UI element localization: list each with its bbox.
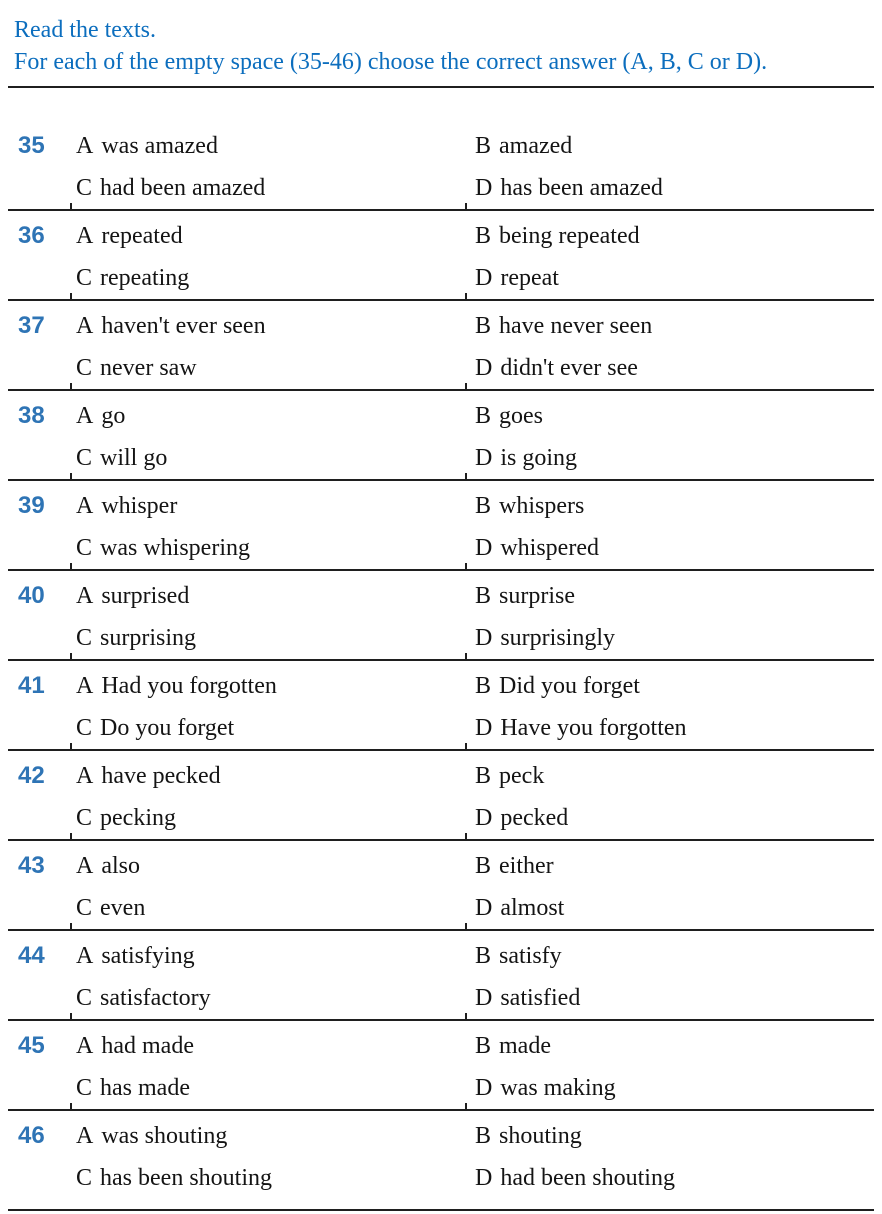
option-a [70, 671, 465, 701]
option-text: has been amazed [500, 175, 663, 201]
option-text: whispers [499, 493, 585, 519]
question-row-35 [8, 121, 874, 211]
question-row-43 [8, 841, 874, 931]
option-text: satisfying [101, 943, 195, 969]
option-letter-a: A [76, 943, 94, 969]
option-a [70, 491, 465, 521]
option-d [465, 1163, 874, 1193]
option-text: surprising [100, 625, 197, 651]
option-letter-a: A [76, 493, 94, 519]
option-d [465, 173, 874, 203]
option-c [70, 713, 465, 743]
option-letter-d: D [475, 265, 493, 291]
question-row-44 [8, 931, 874, 1021]
option-text: satisfied [500, 985, 581, 1011]
instruction-line-2: For each of the empty space (35-46) choose the correct answer (A, B, C or D). [14, 49, 768, 75]
option-letter-b: B [475, 403, 492, 429]
option-b [465, 311, 874, 341]
option-letter-a: A [76, 1123, 94, 1149]
option-letter-d: D [475, 805, 493, 831]
option-text: shouting [499, 1123, 582, 1149]
option-b [465, 941, 874, 971]
option-a [70, 941, 465, 971]
option-letter-b: B [475, 133, 492, 159]
option-letter-c: C [76, 1075, 93, 1101]
option-text: didn't ever see [500, 355, 638, 381]
option-d [465, 713, 874, 743]
question-number: 45 [18, 1032, 45, 1059]
header-divider [8, 86, 874, 88]
question-number: 39 [18, 492, 45, 519]
option-letter-d: D [475, 535, 493, 561]
question-row-37 [8, 301, 874, 391]
option-letter-c: C [76, 175, 93, 201]
option-c [70, 533, 465, 563]
option-c [70, 1073, 465, 1103]
option-c [70, 443, 465, 473]
question-row-42 [8, 751, 874, 841]
option-text: made [499, 1033, 551, 1059]
option-letter-d: D [475, 1075, 493, 1101]
option-a [70, 401, 465, 431]
option-letter-d: D [475, 985, 493, 1011]
question-number: 41 [18, 672, 45, 699]
option-letter-d: D [475, 715, 493, 741]
option-text: surprise [499, 583, 575, 609]
option-text: either [499, 853, 554, 879]
option-a [70, 851, 465, 881]
option-text: being repeated [499, 223, 640, 249]
option-text: was shouting [101, 1123, 228, 1149]
option-b [465, 1121, 874, 1151]
option-d [465, 803, 874, 833]
option-text: Did you forget [499, 673, 640, 699]
option-text: have never seen [499, 313, 653, 339]
question-row-40 [8, 571, 874, 661]
option-text: had been amazed [100, 175, 266, 201]
option-text: has made [100, 1075, 190, 1101]
option-d [465, 353, 874, 383]
option-letter-b: B [475, 943, 492, 969]
option-b [465, 1031, 874, 1061]
option-a [70, 1031, 465, 1061]
option-text: surprisingly [500, 625, 616, 651]
option-letter-c: C [76, 265, 93, 291]
option-text: satisfy [499, 943, 562, 969]
option-letter-c: C [76, 355, 93, 381]
option-letter-b: B [475, 223, 492, 249]
option-text: had made [101, 1033, 194, 1059]
option-letter-a: A [76, 853, 94, 879]
question-number: 46 [18, 1122, 45, 1149]
option-letter-a: A [76, 403, 94, 429]
option-d [465, 533, 874, 563]
option-c [70, 173, 465, 203]
option-text: satisfactory [100, 985, 211, 1011]
option-text: pecking [100, 805, 176, 831]
option-b [465, 851, 874, 881]
option-letter-c: C [76, 715, 93, 741]
option-letter-c: C [76, 985, 93, 1011]
option-letter-d: D [475, 445, 493, 471]
option-letter-b: B [475, 1033, 492, 1059]
option-text: surprised [101, 583, 190, 609]
option-b [465, 131, 874, 161]
option-text: is going [500, 445, 578, 471]
option-d [465, 263, 874, 293]
option-a [70, 221, 465, 251]
instruction-line-1: Read the texts. [14, 17, 156, 43]
option-text: have pecked [101, 763, 221, 789]
option-letter-d: D [475, 1165, 493, 1191]
option-a [70, 581, 465, 611]
question-row-38 [8, 391, 874, 481]
option-text: even [100, 895, 146, 921]
option-letter-c: C [76, 895, 93, 921]
option-text: Do you forget [100, 715, 235, 741]
option-d [465, 443, 874, 473]
option-letter-a: A [76, 223, 94, 249]
option-c [70, 1163, 465, 1193]
option-text: whisper [101, 493, 178, 519]
option-text: amazed [499, 133, 573, 159]
option-b [465, 401, 874, 431]
option-a [70, 1121, 465, 1151]
option-a [70, 761, 465, 791]
option-letter-b: B [475, 673, 492, 699]
option-text: also [101, 853, 141, 879]
option-letter-a: A [76, 313, 94, 339]
question-number: 42 [18, 762, 45, 789]
instructions [8, 14, 874, 78]
question-number: 35 [18, 132, 45, 159]
option-c [70, 263, 465, 293]
option-text: never saw [100, 355, 197, 381]
option-letter-b: B [475, 583, 492, 609]
option-c [70, 983, 465, 1013]
option-letter-d: D [475, 625, 493, 651]
option-text: Have you forgotten [500, 715, 687, 741]
option-letter-a: A [76, 673, 94, 699]
option-text: go [101, 403, 126, 429]
option-c [70, 893, 465, 923]
option-text: goes [499, 403, 544, 429]
option-text: pecked [500, 805, 569, 831]
option-text: peck [499, 763, 545, 789]
option-letter-b: B [475, 493, 492, 519]
option-text: Had you forgotten [101, 673, 277, 699]
option-letter-d: D [475, 895, 493, 921]
option-d [465, 623, 874, 653]
questions-table [8, 121, 874, 1211]
option-c [70, 353, 465, 383]
option-text: was whispering [100, 535, 250, 561]
question-number: 38 [18, 402, 45, 429]
option-d [465, 983, 874, 1013]
question-row-39 [8, 481, 874, 571]
question-number: 40 [18, 582, 45, 609]
option-text: whispered [500, 535, 599, 561]
option-letter-a: A [76, 1033, 94, 1059]
option-a [70, 311, 465, 341]
option-b [465, 761, 874, 791]
option-a [70, 131, 465, 161]
option-letter-b: B [475, 853, 492, 879]
option-letter-b: B [475, 1123, 492, 1149]
option-c [70, 803, 465, 833]
question-row-36 [8, 211, 874, 301]
option-letter-d: D [475, 175, 493, 201]
option-b [465, 671, 874, 701]
option-text: repeat [500, 265, 559, 291]
option-d [465, 1073, 874, 1103]
option-text: had been shouting [500, 1165, 675, 1191]
option-letter-c: C [76, 535, 93, 561]
option-letter-d: D [475, 355, 493, 381]
question-number: 43 [18, 852, 45, 879]
question-row-46 [8, 1111, 874, 1211]
option-letter-b: B [475, 763, 492, 789]
option-letter-c: C [76, 625, 93, 651]
option-d [465, 893, 874, 923]
option-letter-c: C [76, 1165, 93, 1191]
option-letter-c: C [76, 805, 93, 831]
option-letter-c: C [76, 445, 93, 471]
question-row-45 [8, 1021, 874, 1111]
question-row-41 [8, 661, 874, 751]
option-letter-b: B [475, 313, 492, 339]
option-text: will go [100, 445, 168, 471]
option-text: haven't ever seen [101, 313, 266, 339]
question-number: 44 [18, 942, 45, 969]
question-number: 36 [18, 222, 45, 249]
option-text: almost [500, 895, 565, 921]
question-number: 37 [18, 312, 45, 339]
option-letter-a: A [76, 763, 94, 789]
option-letter-a: A [76, 583, 94, 609]
option-text: repeated [101, 223, 183, 249]
option-text: was amazed [101, 133, 218, 159]
option-b [465, 491, 874, 521]
option-letter-a: A [76, 133, 94, 159]
option-b [465, 581, 874, 611]
option-text: has been shouting [100, 1165, 272, 1191]
option-b [465, 221, 874, 251]
option-text: was making [500, 1075, 616, 1101]
option-c [70, 623, 465, 653]
option-text: repeating [100, 265, 190, 291]
